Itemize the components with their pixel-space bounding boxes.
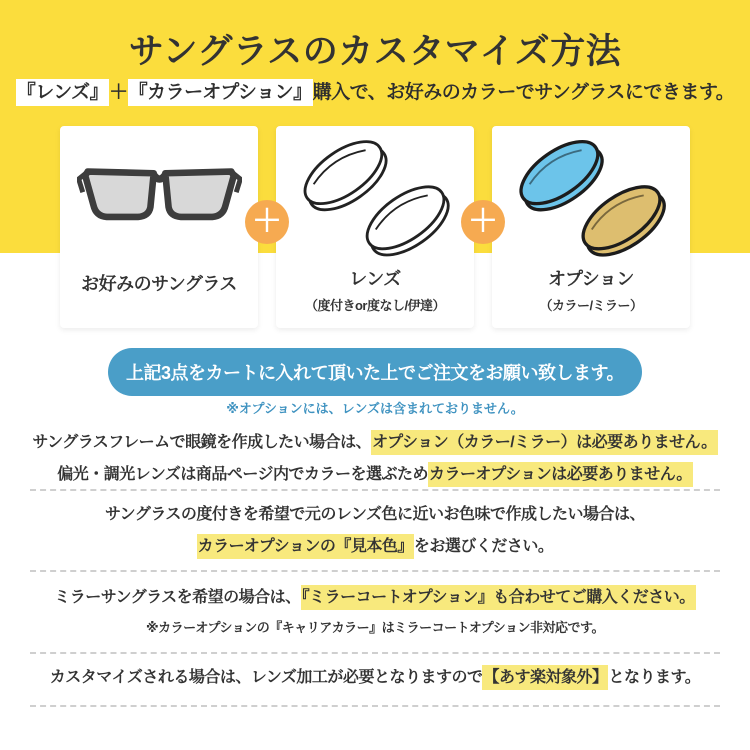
paragraph-line — [0, 662, 750, 694]
paragraph-customize-shipping — [0, 662, 750, 694]
header-subtitle — [0, 77, 750, 104]
page-title: サングラスのカスタマイズ方法 — [128, 32, 622, 71]
highlighted-text: カラーオプションの『見本色』 — [197, 534, 414, 559]
step-label: オプション — [548, 269, 634, 289]
text-segment: カスタマイズされる場合は、レンズ加工が必要となりますので — [49, 669, 483, 686]
step-sublabel: （度付きor度なし/伊達） — [304, 298, 446, 313]
text-segment: ※カラーオプションの『キャリアカラー』はミラーコートオプション非対応です。 — [146, 620, 604, 635]
subtitle-highlighted-term: 『カラーオプション』 — [128, 79, 313, 106]
order-instruction-banner: 上記3点をカートに入れて頂いた上でご注文をお願い致します。 — [108, 348, 642, 396]
paragraph-line — [0, 582, 750, 614]
color-lenses-icon — [492, 126, 690, 265]
plus-icon: ＋ — [461, 200, 505, 244]
highlighted-text: 【あす楽対象外】 — [482, 665, 608, 690]
highlighted-text: 『ミラーコートオプション』も合わせてご購入ください。 — [301, 585, 696, 610]
highlighted-text: カラーオプションは必要ありません。 — [428, 462, 693, 487]
text-segment: をお選びください。 — [413, 538, 554, 555]
text-segment: サングラスの度付きを希望で元のレンズ色に近いお色味で作成したい場合は、 — [104, 506, 646, 523]
text-segment: ミラーサングラスを希望の場合は、 — [54, 589, 301, 606]
paragraph-line — [0, 614, 750, 641]
text-segment: となります。 — [608, 669, 701, 686]
paragraph-line — [0, 499, 750, 531]
highlighted-text: オプション（カラー/ミラー）は必要ありません。 — [371, 430, 717, 455]
paragraph-sample-color — [0, 499, 750, 563]
step-box-lenses — [276, 126, 474, 328]
text-segment: 偏光・調光レンズは商品ページ内でカラーを選ぶため — [57, 466, 429, 483]
step-sublabel: （カラー/ミラー） — [539, 298, 643, 313]
paragraph-mirror-coat — [0, 582, 750, 641]
option-note: ※オプションには、レンズは含まれておりません。 — [226, 401, 524, 416]
paragraph-line — [0, 459, 750, 491]
text-segment: サングラスフレームで眼鏡を作成したい場合は、 — [32, 434, 372, 451]
subtitle-text: ＋ — [109, 82, 128, 103]
dashed-divider — [30, 489, 720, 491]
paragraph-line — [0, 427, 750, 459]
steps-row — [60, 126, 690, 328]
paragraph-frame-option — [0, 427, 750, 491]
subtitle-text: 購入で、お好みのカラーでサングラスにできます。 — [312, 82, 735, 103]
subtitle-highlighted-term: 『レンズ』 — [16, 79, 109, 106]
plus-icon: ＋ — [245, 200, 289, 244]
step-box-sunglasses — [60, 126, 258, 328]
clear-lenses-icon — [276, 126, 474, 265]
step-label: お好みのサングラス — [81, 274, 237, 294]
dashed-divider — [30, 705, 720, 707]
sunglasses-icon — [60, 126, 258, 270]
dashed-divider — [30, 570, 720, 572]
step-label: レンズ — [349, 269, 401, 289]
paragraph-line — [0, 531, 750, 563]
step-box-options — [492, 126, 690, 328]
dashed-divider — [30, 652, 720, 654]
